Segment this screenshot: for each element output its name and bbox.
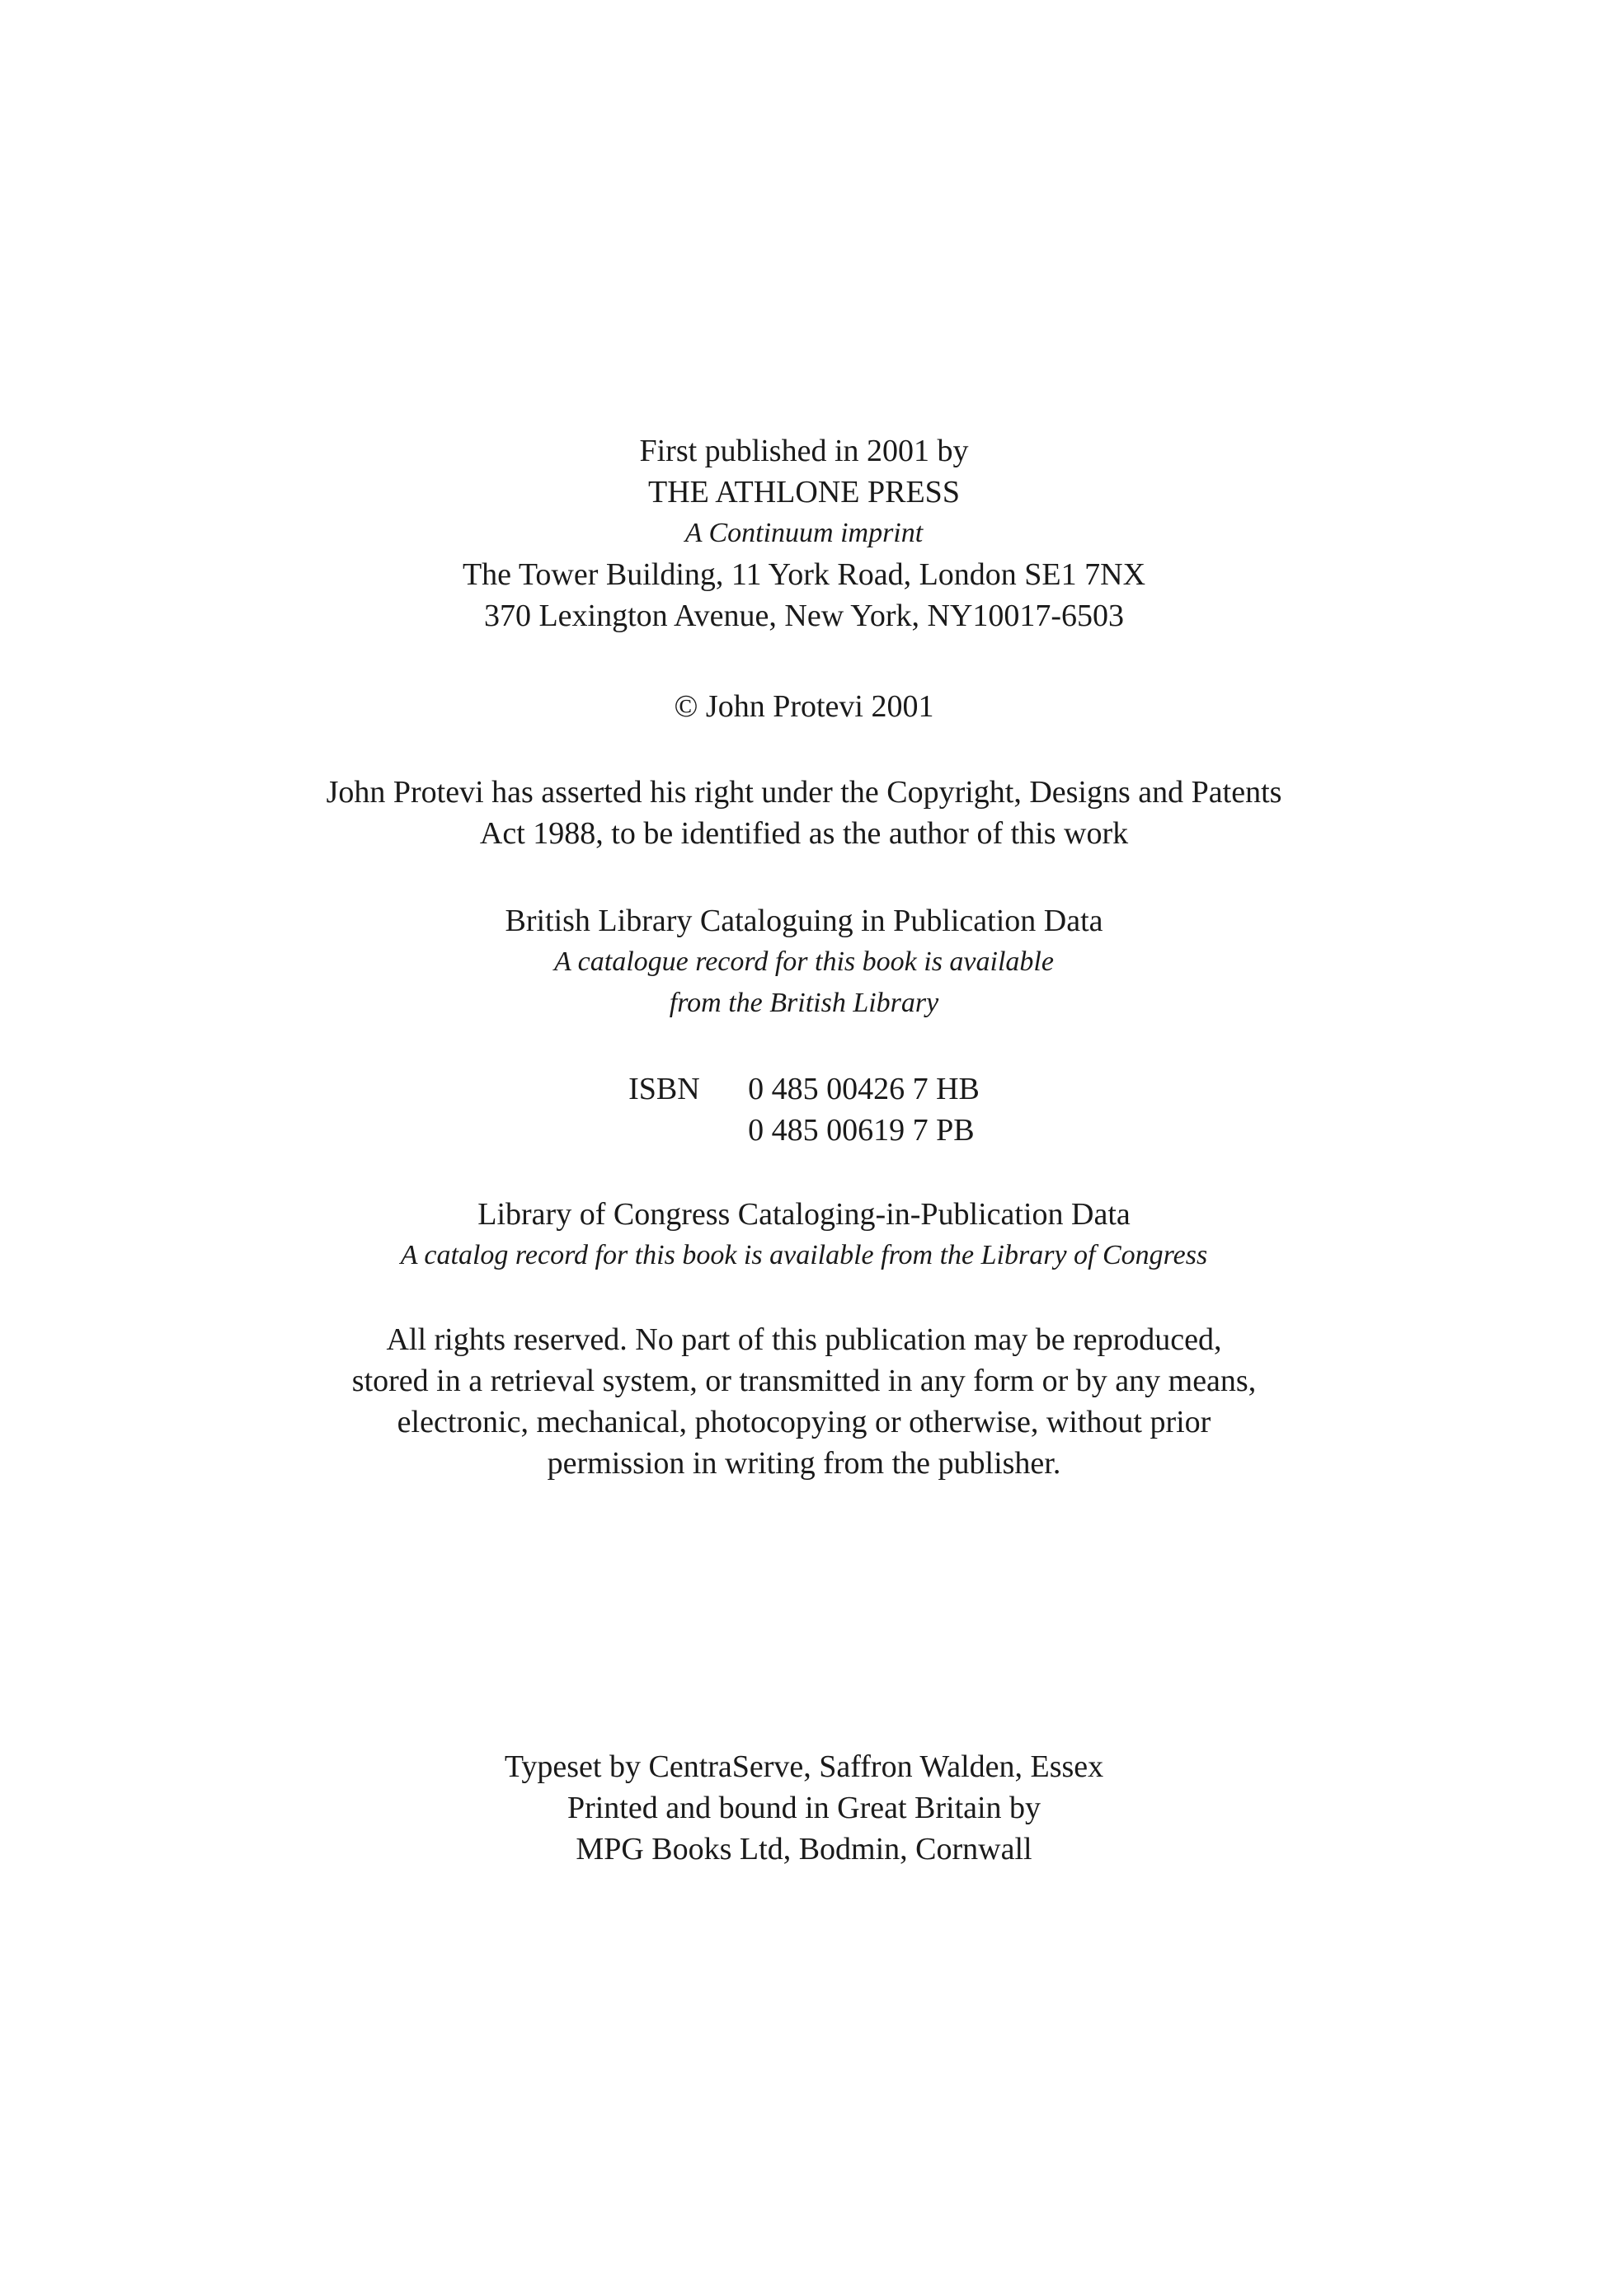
imprint-line: A Continuum imprint [684, 518, 924, 548]
loc-heading: Library of Congress Cataloging-in-Publication Data [477, 1197, 1131, 1232]
british-library-line-1: A catalogue record for this book is available [554, 946, 1054, 977]
printer-line: MPG Books Ltd, Bodmin, Cornwall [576, 1832, 1032, 1866]
british-library-block [0, 900, 1608, 1024]
first-published-line: First published in 2001 by [639, 434, 969, 468]
all-rights-line-3: electronic, mechanical, photocopying or otherwise, without prior [397, 1405, 1211, 1439]
isbn-block [0, 1068, 1608, 1151]
printed-line: Printed and bound in Great Britain by [567, 1791, 1041, 1825]
publication-block [0, 430, 1608, 636]
rights-assertion-block [0, 772, 1608, 854]
production-block [0, 1746, 1608, 1870]
all-rights-block [0, 1319, 1608, 1484]
us-address: 370 Lexington Avenue, New York, NY10017-6503 [483, 599, 1125, 633]
copyright-notice: © John Protevi 2001 [674, 689, 934, 724]
isbn-hb: 0 485 00426 7 HB [748, 1072, 980, 1106]
all-rights-line-1: All rights reserved. No part of this publication may be reproduced, [386, 1322, 1222, 1357]
british-library-heading: British Library Cataloguing in Publication Data [505, 904, 1103, 938]
publisher-name: THE ATHLONE PRESS [648, 475, 960, 509]
isbn-list [628, 1068, 980, 1151]
british-library-line-2: from the British Library [669, 988, 939, 1018]
copyright-block [0, 686, 1608, 727]
isbn-pb: 0 485 00619 7 PB [748, 1113, 975, 1148]
rights-assertion-line-1: John Protevi has asserted his right under the Copyright, Designs and Patents [326, 775, 1282, 810]
isbn-row-pb [628, 1110, 980, 1151]
library-of-congress-block [0, 1194, 1608, 1276]
typeset-line: Typeset by CentraServe, Saffron Walden, Essex [504, 1749, 1104, 1784]
uk-address: The Tower Building, 11 York Road, London SE1 7NX [462, 557, 1146, 592]
rights-assertion-line-2: Act 1988, to be identified as the author of this work [479, 816, 1129, 851]
isbn-row-hb [628, 1068, 980, 1110]
all-rights-line-2: stored in a retrieval system, or transmitted in any form or by any means, [351, 1364, 1257, 1398]
isbn-label: ISBN [628, 1072, 700, 1106]
loc-line-1: A catalog record for this book is available from the Library of Congress [400, 1240, 1208, 1270]
all-rights-line-4: permission in writing from the publisher. [547, 1446, 1061, 1481]
